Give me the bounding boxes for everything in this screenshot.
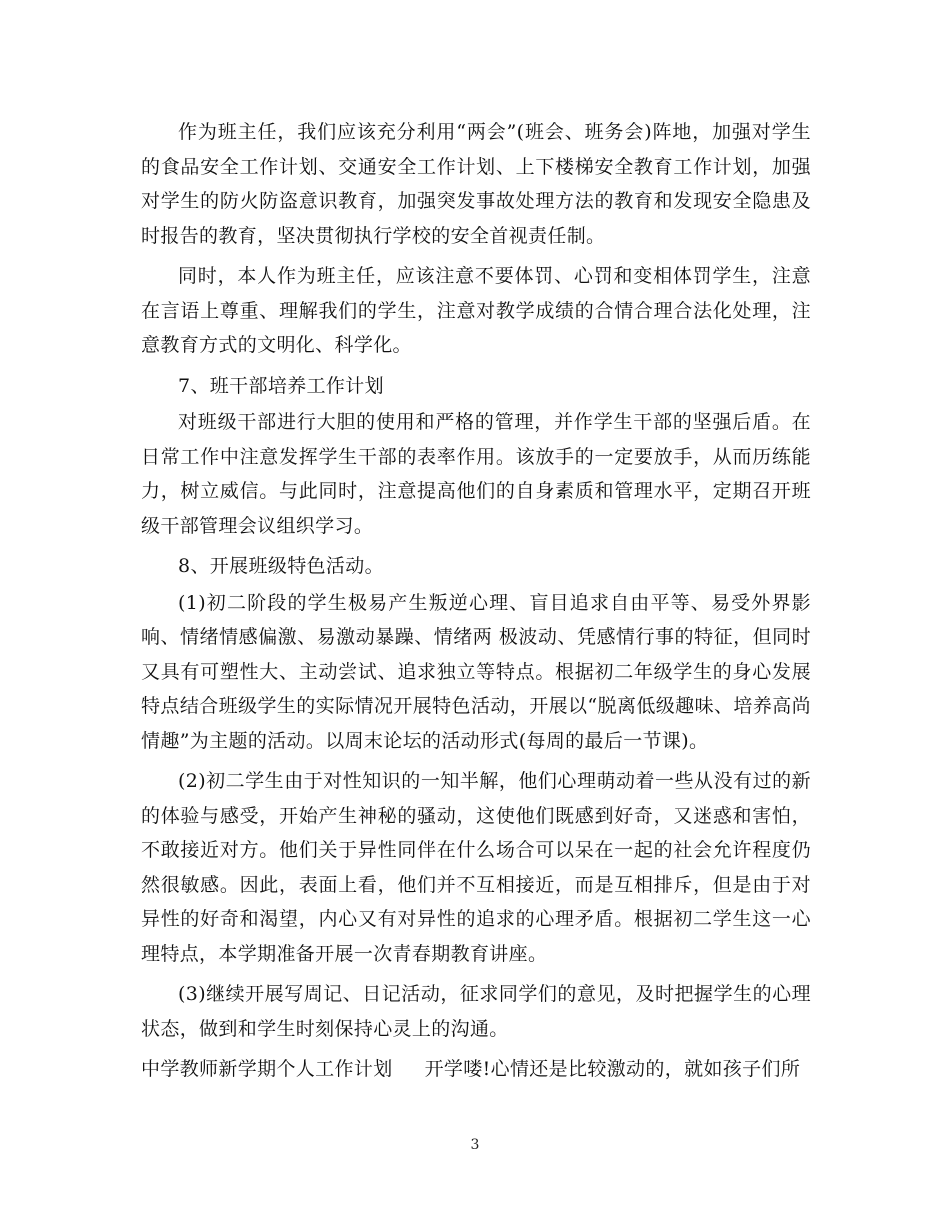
document-body (141, 115, 811, 1087)
next-article-heading: 中学教师新学期个人工作计划 (141, 1058, 393, 1080)
section-heading-class-activities: 8、开展班级特色活动。 (178, 555, 384, 577)
paragraph-class-cadre: 对班级干部进行大胆的使用和严格的管理，并作学生干部的坚强后盾。在日常工作中注意发挥学生干部的表率作用。该放手的一定要放手，从而历练能力，树立威信。与此同时，注意提高他们的自身素质和管理水平，定期召开班级干部管理会议组织学习。 (141, 411, 811, 537)
paragraph-safety-education: 作为班主任，我们应该充分利用“两会”(班会、班务会)阵地，加强对学生的食品安全工作计划、交通安全工作计划、上下楼梯安全教育工作计划，加强对学生的防火防盗意识教育，加强突发事故处理方法的教育和发现安全隐患及时报告的教育，坚决贯彻执行学校的安全首视责任制。 (141, 121, 811, 247)
paragraph-activity-1: (1)初二阶段的学生极易产生叛逆心理、盲目追求自由平等、易受外界影响、情绪情感偏激、易激动暴躁、情绪两 极波动、凭感情行事的特征，但同时又具有可塑性大、主动尝试、追求独立等特点。根据初二年级学生的身心发展特点结合班级学生的实际情况开展特色活动，开展以“脱离低级趣味、培养高尚情趣”为主题的活动。以周末论坛的活动形式(每周的最后一节课)。 (141, 591, 811, 752)
page-number: 3 (470, 1137, 480, 1153)
next-article-line (141, 1052, 811, 1087)
paragraph-teacher-conduct: 同时，本人作为班主任，应该注意不要体罚、心罚和变相体罚学生，注意在言语上尊重、理解我们的学生，注意对教学成绩的合情合理合法化处理，注意教育方式的文明化、科学化。 (141, 265, 811, 356)
paragraph-activity-3: (3)继续开展写周记、日记活动，征求同学们的意见，及时把握学生的心理状态，做到和学生时刻保持心灵上的沟通。 (141, 983, 811, 1040)
paragraph-activity-2: (2)初二学生由于对性知识的一知半解，他们心理萌动着一些从没有过的新的体验与感受，开始产生神秘的骚动，这使他们既感到好奇，又迷惑和害怕，不敢接近对方。他们关于异性同伴在什么场合可以呆在一起的社会允许程度仍然很敏感。因此，表面上看，他们并不互相接近，而是互相排斥，但是由于对异性的好奇和渴望，内心又有对异性的追求的心理矛盾。根据初二学生这一心理特点，本学期准备开展一次青春期教育讲座。 (141, 770, 811, 965)
next-article-text: 开学喽!心情还是比较激动的，就如孩子们所 (424, 1058, 801, 1080)
section-heading-class-cadre: 7、班干部培养工作计划 (178, 374, 384, 397)
